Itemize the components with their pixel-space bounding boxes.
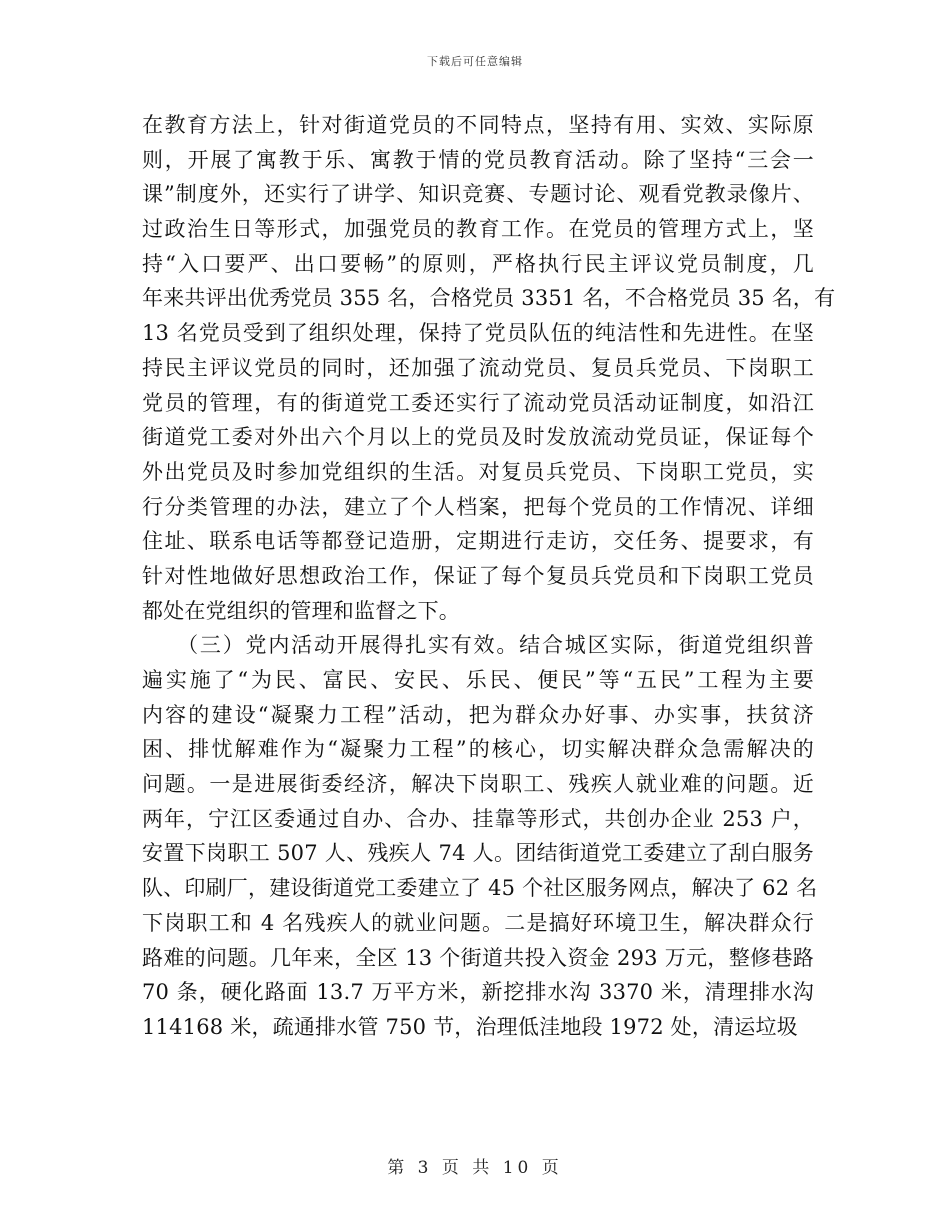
text-line: 安置下岗职工 507 人、残疾人 74 人。团结街道党工委建立了刮白服务 [142,841,814,866]
text-line: 针对性地做好思想政治工作，保证了每个复员兵党员和下岗职工党员 [142,563,814,588]
page-number: 第 3 页 共 10 页 [387,1158,563,1178]
text-line: 党员的管理，有的街道党工委还实行了流动党员活动证制度，如沿江 [142,390,814,415]
text-line: 114168 米，疏通排水管 750 节，治理低洼地段 1972 处，清运垃圾 [142,1014,798,1039]
paragraph [142,108,836,628]
paragraph [142,628,818,1044]
text-line: 在教育方法上，针对街道党员的不同特点，坚持有用、实效、实际原 [142,113,814,137]
text-line: （三）党内活动开展得扎实有效。结合城区实际，街道党组织普 [142,633,814,658]
text-line: 住址、联系电话等都登记造册，定期进行走访，交任务、提要求，有 [142,529,814,554]
text-line: 年来共评出优秀党员 355 名，合格党员 3351 名，不合格党员 35 名，有 [142,286,836,311]
text-line: 两年，宁江区委通过自办、合办、挂靠等形式，共创办企业 253 户， [142,806,814,831]
text-line: 困、排忧解难作为“凝聚力工程”的核心，切实解决群众急需解决的 [142,737,814,762]
text-line: 遍实施了“为民、富民、安民、乐民、便民”等“五民”工程为主要 [142,668,814,692]
text-line: 课”制度外，还实行了讲学、知识竞赛、专题讨论、观看党教录像片、 [142,182,814,207]
document-body [142,108,836,1045]
text-line: 持民主评议党员的同时，还加强了流动党员、复员兵党员、下岗职工 [142,355,814,380]
text-line: 内容的建设“凝聚力工程”活动，把为群众办好事、办实事，扶贫济 [142,702,814,727]
text-line: 都处在党组织的管理和监督之下。 [142,598,460,623]
text-line: 过政治生日等形式，加强党员的教育工作。在党员的管理方式上，坚 [142,217,814,242]
text-line: 70 条，硬化路面 13.7 万平方米，新挖排水沟 3370 米，清理排水沟 [142,980,814,1005]
text-line: 持“入口要严、出口要畅”的原则，严格执行民主评议党员制度，几 [142,251,814,276]
text-line: 下岗职工和 4 名残疾人的就业问题。二是搞好环境卫生，解决群众行 [142,910,814,935]
text-line: 则，开展了寓教于乐、寓教于情的党员教育活动。除了坚持“三会一 [142,147,814,172]
text-line: 街道党工委对外出六个月以上的党员及时发放流动党员证，保证每个 [142,425,814,450]
text-line: 13 名党员受到了组织处理，保持了党员队伍的纯洁性和先进性。在坚 [142,321,814,346]
text-line: 问题。一是进展街委经济，解决下岗职工、残疾人就业难的问题。近 [142,772,814,797]
text-line: 行分类管理的办法，建立了个人档案，把每个党员的工作情况、详细 [142,494,814,519]
text-line: 队、印刷厂，建设街道党工委建立了 45 个社区服务网点，解决了 62 名 [142,876,818,901]
page-header: 下载后可任意编辑 [427,55,523,68]
text-line: 外出党员及时参加党组织的生活。对复员兵党员、下岗职工党员，实 [142,459,814,484]
text-line: 路难的问题。几年来，全区 13 个街道共投入资金 293 万元，整修巷路 [142,945,814,970]
